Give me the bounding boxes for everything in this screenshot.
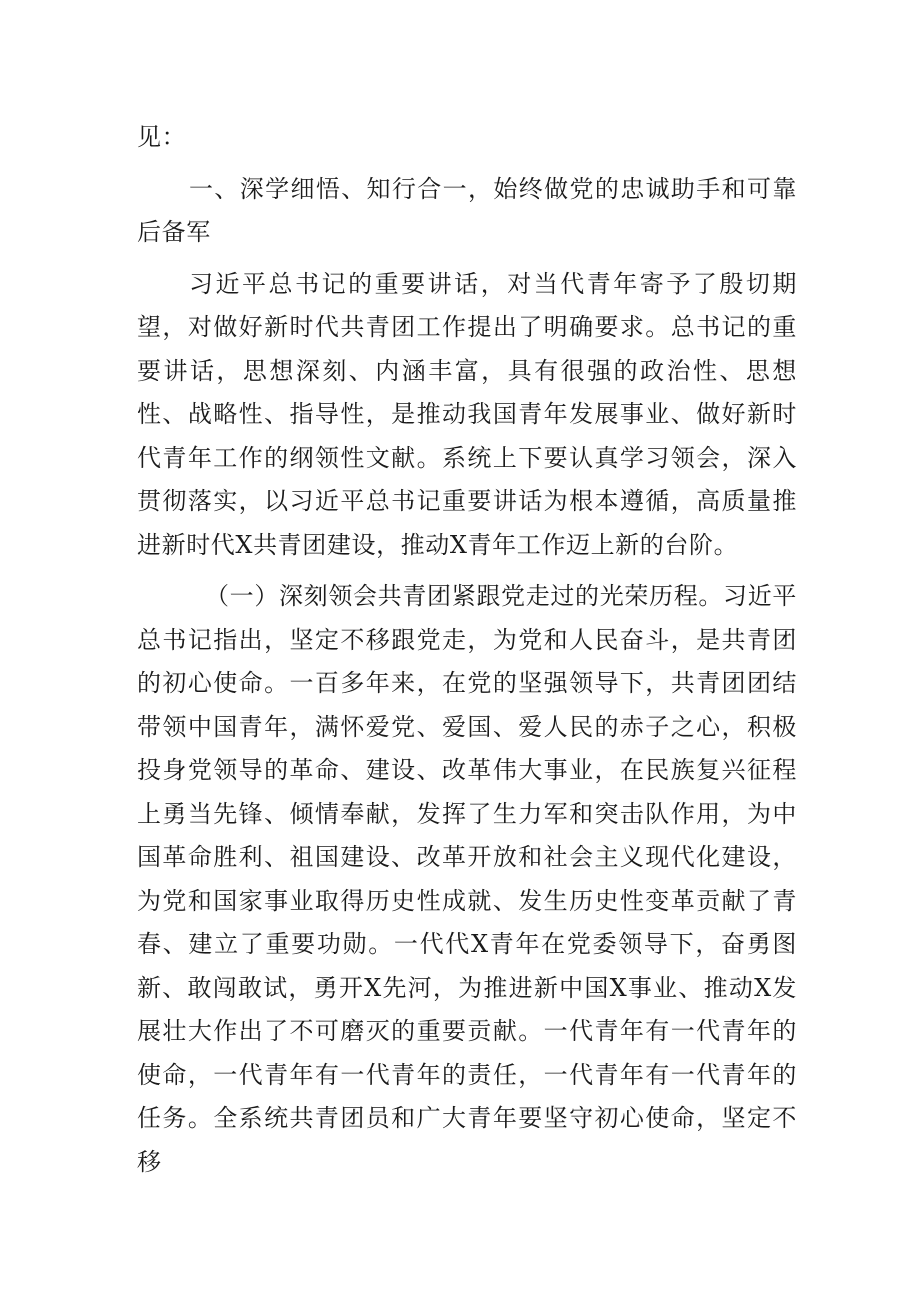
paragraph-subsection: （一）深刻领会共青团紧跟党走过的光荣历程。习近平总书记指出，坚定不移跟党走，为党和人民奋斗，是共青团的初心使命。一百多年来，在党的坚强领导下，共青团团结带领中国青年，满怀爱党、爱国、爱人民的赤子之心，积极投身党领导的革命、建设、改革伟大事业，在民族复兴征程上勇当先锋、倾情奉献，发挥了生力军和突击队作用，为中国革命胜利、祖国建设、改革开放和社会主义现代化建设，为党和国家事业取得历史性成就、发生历史性变革贡献了青春、建立了重要功勋。一代代X青年在党委领导下，奋勇图新、敢闯敢试，勇开X先河，为推进新中国X事业、推动X发展壮大作出了不可磨灭的重要贡献。一代青年有一代青年的使命，一代青年有一代青年的责任，一代青年有一代青年的任务。全系统共青团员和广大青年要坚守初心使命，坚定不移: [137, 582, 797, 1176]
section-heading: 一、深学细悟、知行合一，始终做党的忠诚助手和可靠后备军: [137, 174, 797, 246]
document-body: [137, 116, 797, 1184]
paragraph-body: 习近平总书记的重要讲话，对当代青年寄予了殷切期望，对做好新时代共青团工作提出了明确要求。总书记的重要讲话，思想深刻、内涵丰富，具有很强的政治性、思想性、战略性、指导性，是推动我国青年发展事业、做好新时代青年工作的纲领性文献。系统上下要认真学习领会，深入贯彻落实，以习近平总书记重要讲话为根本遵循，高质量推进新时代X共青团建设，推动X青年工作迈上新的台阶。: [137, 269, 797, 559]
paragraph-continuation: 见：: [137, 123, 187, 151]
